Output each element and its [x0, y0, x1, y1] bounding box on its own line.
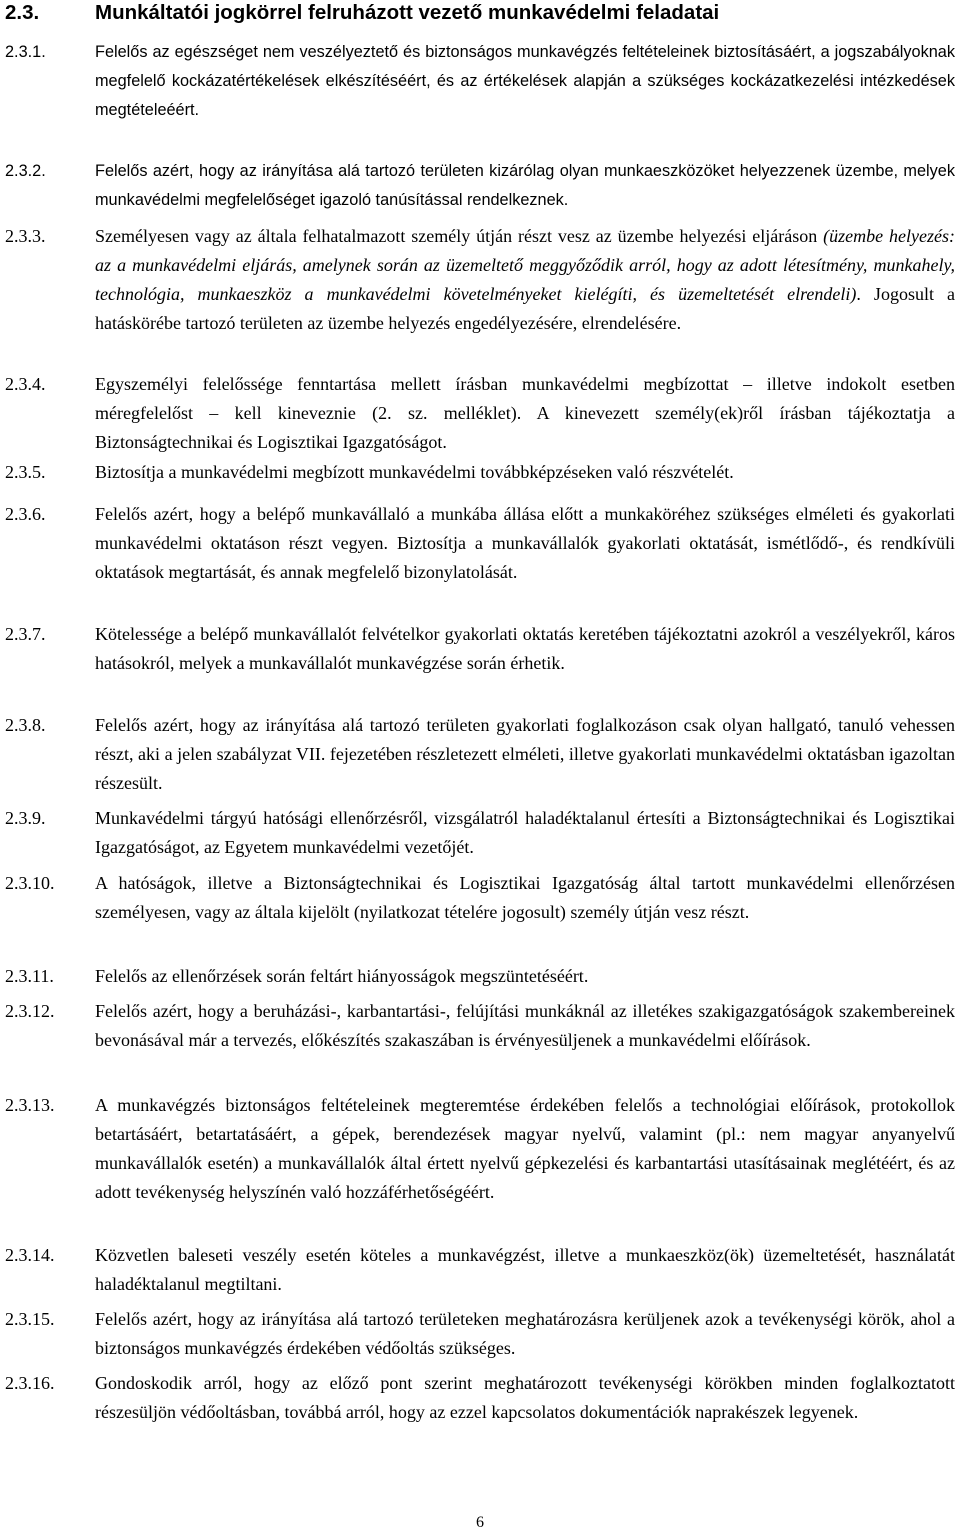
item-text: Közvetlen baleseti veszély esetén köteles a munkavégzést, illetve a munkaeszköz(ök) üzemeltetését, használatát haladéktalanul megtiltani. — [95, 1245, 955, 1294]
item-text: Biztosítja a munkavédelmi megbízott munkavédelmi továbbképzéseken való részvételét. — [95, 462, 734, 482]
item-number: 2.3.5. — [5, 462, 46, 482]
item-number: 2.3.12. — [5, 1001, 55, 1021]
item-number: 2.3.16. — [5, 1373, 55, 1393]
item-number: 2.3.4. — [5, 374, 46, 394]
item-text: Felelős azért, hogy az irányítása alá tartozó területeken meghatározásra kerüljenek azok a tevékenységi körök, ahol a biztonságos munkavégzés érdekében védőoltás szükséges. — [95, 1309, 955, 1358]
item-number: 2.3.10. — [5, 873, 55, 893]
item-text: Gondoskodik arról, hogy az előző pont szerint meghatározott tevékenységi körökben minden foglalkoztatott részesüljön védőoltásban, továbbá arról, hogy az ezzel kapcsolatos dokumentációk naprakészek legyenek. — [95, 1373, 955, 1422]
item-number: 2.3.13. — [5, 1095, 55, 1115]
item-text-outro: . Jogosult a hatáskörébe tartozó területen az üzembe helyezés engedélyezésére, elrendelésére. — [95, 284, 955, 333]
item-text: A hatóságok, illetve a Biztonságtechnikai és Logisztikai Igazgatóság által tartott munkavédelmi ellenőrzésen személyesen, vagy az általa kijelölt (nyilatkozat tételére jogosult) személy útján vesz részt. — [95, 873, 955, 922]
item-text: Munkavédelmi tárgyú hatósági ellenőrzésről, vizsgálatról haladéktalanul értesíti a Biztonságtechnikai és Logisztikai Igazgatóságot, az Egyetem munkavédelmi vezetőjét. — [95, 808, 955, 857]
item-number: 2.3.14. — [5, 1245, 55, 1265]
item-text: A munkavégzés biztonságos feltételeinek megteremtése érdekében felelős a technológiai előírások, protokollok betartásáért, betartatásáért, a gépek, berendezések magyar nyelvű, valamint (pl.: nem magyar anyanyelvű munkavállalók esetén) a munkavállalók által értett nyelvű gépkezelési és karbantartási utasításainak meglétéért, és az adott tevékenység helyszínén való hozzáférhetőségéért. — [95, 1095, 955, 1202]
item-number: 2.3.2. — [5, 162, 46, 180]
item-text: Felelős azért, hogy az irányítása alá tartozó területen gyakorlati foglalkozáson csak olyan hallgató, tanuló vehessen részt, aki a jelen szabályzat VII. fejezetében részletezett elméleti, illetve gyakorlati munkavédelmi oktatásban igazoltan részesült. — [95, 715, 955, 793]
item-text: Felelős azért, hogy a beruházási-, karbantartási-, felújítási munkáknál az illetékes szakigazgatóságok szakembereinek bevonásával már a tervezés, előkészítés szakaszában is érvényesüljenek a munkavédelmi előírások. — [95, 1001, 955, 1050]
item-text: Felelős az egészséget nem veszélyeztető és biztonságos munkavégzés feltételeinek biztosításáért, a jogszabályoknak megfelelő kockázatértékelések elkészítéséért, és az értékelések alapján a szükséges kockázatkezelési intézkedések megtételeéért. — [95, 43, 955, 119]
item-text-italic-definition: (üzembe helyezés: az a munkavédelmi eljárás, amelynek során az üzemeltető meggyőződik arról, hogy az adott létesítmény, munkahely, technológia, munkaeszköz a munkavédelmi követelményeket kielégíti, és üzemeltetését elrendeli) — [95, 226, 955, 304]
item-number: 2.3.7. — [5, 624, 46, 644]
page-number: 6 — [476, 1514, 484, 1531]
item-text: Kötelessége a belépő munkavállalót felvételkor gyakorlati oktatás keretében tájékoztatni azokról a veszélyekről, káros hatásokról, melyek a munkavállalót munkavégzése során érhetik. — [95, 624, 955, 673]
item-text: Egyszemélyi felelőssége fenntartása mellett írásban munkavédelmi megbízottat – illetve indokolt esetben méregfelelőst – kell kineveznie (2. sz. melléklet). A kinevezett személy(ek)ről írásban tájékoztatja a Biztonságtechnikai és Logisztikai Igazgatóságot. — [95, 374, 955, 452]
item-text: Felelős az ellenőrzések során feltárt hiányosságok megszüntetéséért. — [95, 966, 589, 986]
item-number: 2.3.3. — [5, 226, 46, 246]
item-number: 2.3.15. — [5, 1309, 55, 1329]
section-number: 2.3. — [5, 1, 40, 24]
item-number: 2.3.8. — [5, 715, 46, 735]
item-number: 2.3.11. — [5, 966, 54, 986]
item-number: 2.3.9. — [5, 808, 46, 828]
section-title: Munkáltatói jogkörrel felruházott vezető munkavédelmi feladatai — [95, 1, 720, 24]
item-text: Felelős azért, hogy az irányítása alá tartozó területen kizárólag olyan munkaeszközöket helyezzenek üzembe, melyek munkavédelmi megfelelőséget igazoló tanúsítással rendelkeznek. — [95, 162, 955, 209]
section-heading — [5, 0, 955, 28]
item-number: 2.3.6. — [5, 504, 46, 524]
item-text-intro: Személyesen vagy az általa felhatalmazott személy útján részt vesz az üzembe helyezési eljáráson — [95, 226, 824, 246]
item-text: Felelős azért, hogy a belépő munkavállaló a munkába állása előtt a munkaköréhez szükséges elméleti és gyakorlati munkavédelmi oktatáson részt vegyen. Biztosítja a munkavállalók gyakorlati oktatását, ismétlődő-, és rendkívüli oktatások megtartását, és annak megfelelő bizonylatolását. — [95, 504, 955, 582]
item-number: 2.3.1. — [5, 43, 46, 61]
item-text — [95, 222, 955, 338]
